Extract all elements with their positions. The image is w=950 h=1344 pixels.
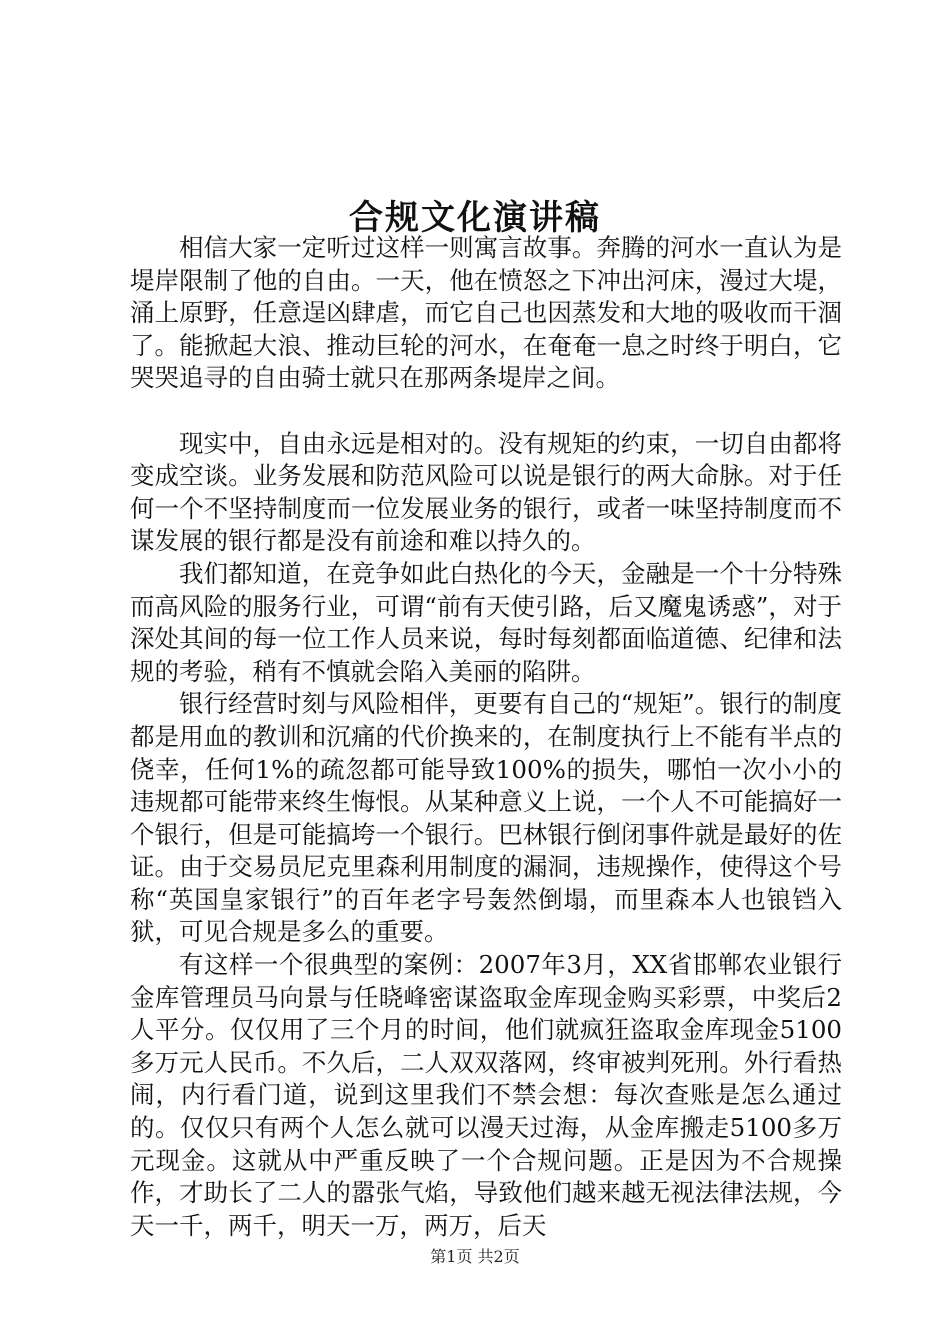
paragraph-finance-risk: 我们都知道，在竞争如此白热化的今天，金融是一个十分特殊而高风险的服务行业，可谓“前有天使引路，后又魔鬼诱惑”，对于深处其间的每一位工作人员来说，每时每刻都面临道德、纪律和法规的考验，稍有不慎就会陷入美丽的陷阱。 — [130, 558, 842, 686]
paragraph-bank-rules: 银行经营时刻与风险相伴，更要有自己的“规矩”。银行的制度都是用血的教训和沉痛的代价换来的，在制度执行上不能有半点的侥幸，任何1%的疏忽都可能导致100%的损失，哪怕一次小小的违规都可能带来终生悔恨。从某种意义上说，一个人不可能搞好一个银行，但是可能搞垮一个银行。巴林银行倒闭事件就是最好的佐证。由于交易员尼克里森利用制度的漏洞，违规操作，使得这个号称“英国皇家银行”的百年老字号轰然倒塌，而里森本人也锒铛入狱，可见合规是多么的重要。 — [130, 689, 842, 947]
document-title: 合规文化演讲稿 — [349, 198, 601, 238]
paragraph-freedom-relative: 现实中，自由永远是相对的。没有规矩的约束，一切自由都将变成空谈。业务发展和防范风险可以说是银行的两大命脉。对于任何一个不坚持制度而一位发展业务的银行，或者一味坚持制度而不谋发展的银行都是没有前途和难以持久的。 — [130, 428, 842, 556]
page-number-footer: 第1页 共2页 — [430, 1247, 520, 1266]
document-body — [130, 232, 842, 1242]
paragraph-fable: 相信大家一定听过这样一则寓言故事。奔腾的河水一直认为是堤岸限制了他的自由。一天，他在愤怒之下冲出河床，漫过大堤，涌上原野，任意逞凶肆虐，而它自己也因蒸发和大地的吸收而干涸了。能掀起大浪、推动巨轮的河水，在奄奄一息之时终于明白，它哭哭追寻的自由骑士就只在那两条堤岸之间。 — [130, 233, 842, 393]
paragraph-case-study: 有这样一个很典型的案例：2007年3月，XX省邯郸农业银行金库管理员马向景与任晓峰密谋盗取金库现金购买彩票，中奖后2人平分。仅仅用了三个月的时间，他们就疯狂盗取金库现金5100多万元人民币。不久后，二人双双落网，终审被判死刑。外行看热闹，内行看门道，说到这里我们不禁会想：每次查账是怎么通过的。仅仅只有两个人怎么就可以漫天过海，从金库搬走5100多万元现金。这就从中严重反映了一个合规问题。正是因为不合规操作，才助长了二人的嚣张气焰，导致他们越来越无视法律法规，今天一千，两千，明天一万，两万，后天 — [130, 950, 842, 1240]
